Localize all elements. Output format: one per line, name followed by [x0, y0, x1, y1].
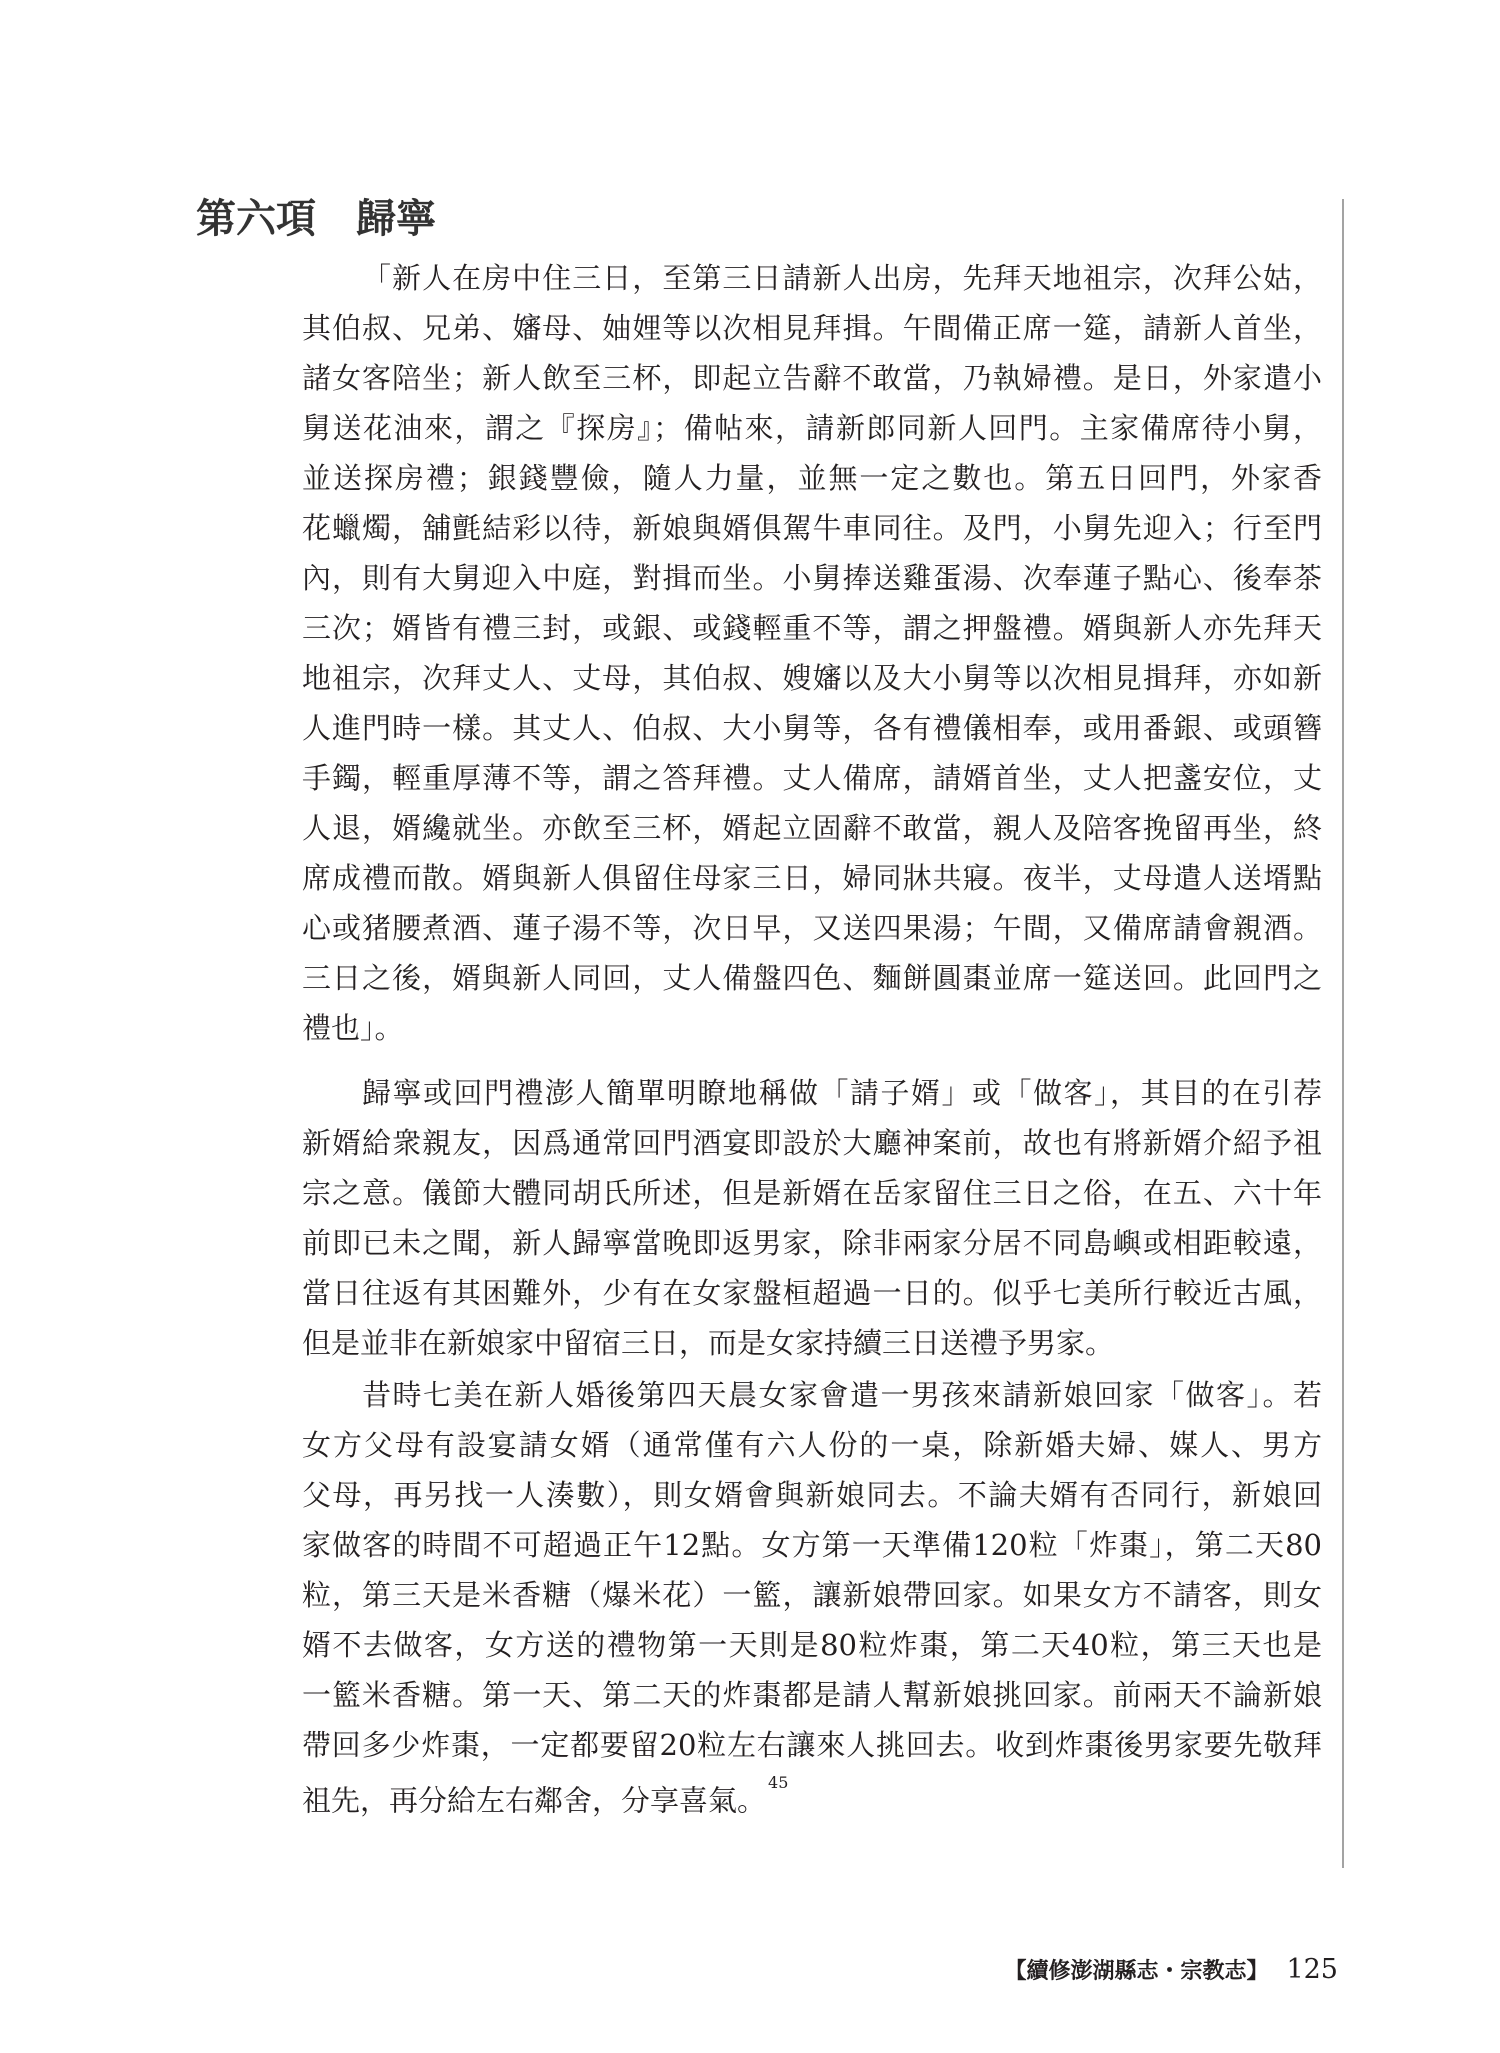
page-footer: [1004, 1952, 1338, 1988]
text-line: 父母，再另找一人湊數），則女婿會與新娘同去。不論夫婿有否同行，新娘回: [302, 1478, 1322, 1512]
text-line-with-footnote: [302, 1770, 1322, 1820]
text-line: 內，則有大舅迎入中庭，對揖而坐。小舅捧送雞蛋湯、次奉蓮子點心、後奉茶: [302, 561, 1322, 595]
text-line: 家做客的時間不可超過正午12點。女方第一天準備120粒「炸棗」，第二天80: [302, 1528, 1322, 1562]
text-line: 地祖宗，次拜丈人、丈母，其伯叔、嫂嬸以及大小舅等以次相見揖拜，亦如新: [302, 661, 1322, 695]
text-line: 新婿給衆親友，因爲通常回門酒宴即設於大廳神案前，故也有將新婿介紹予祖: [302, 1126, 1322, 1160]
text-line: 其伯叔、兄弟、嬸母、妯娌等以次相見拜揖。午間備正席一筵，請新人首坐，: [302, 311, 1322, 345]
footnote-marker: 45: [768, 1773, 789, 1792]
margin-rule: [1342, 199, 1344, 1868]
text-line: 三次；婿皆有禮三封，或銀、或錢輕重不等，謂之押盤禮。婿與新人亦先拜天: [302, 611, 1322, 645]
text-line: 一籃米香糖。第一天、第二天的炸棗都是請人幫新娘挑回家。前兩天不論新娘: [302, 1678, 1322, 1712]
text-line: 花蠟燭，舖氈結彩以待，新娘與婿俱駕牛車同往。及門，小舅先迎入；行至門: [302, 511, 1322, 545]
text-line: 並送探房禮；銀錢豐儉，隨人力量，並無一定之數也。第五日回門，外家香: [302, 461, 1322, 495]
paragraph: [302, 1370, 1322, 1820]
text-line: 諸女客陪坐；新人飲至三杯，即起立告辭不敢當，乃執婦禮。是日，外家遣小: [302, 361, 1322, 395]
text-line: 女方父母有設宴請女婿（通常僅有六人份的一桌，除新婚夫婦、媒人、男方: [302, 1428, 1322, 1462]
text-line: 歸寧或回門禮澎人簡單明瞭地稱做「請子婿」或「做客」，其目的在引荐: [362, 1076, 1322, 1110]
text-line: 昔時七美在新人婚後第四天晨女家會遣一男孩來請新娘回家「做客」。若: [362, 1378, 1322, 1412]
text-line: 人進門時一樣。其丈人、伯叔、大小舅等，各有禮儀相奉，或用番銀、或頭簪: [302, 711, 1322, 745]
text-line: 「新人在房中住三日，至第三日請新人出房，先拜天地祖宗，次拜公姑，: [362, 261, 1322, 295]
text-line: 婿不去做客，女方送的禮物第一天則是80粒炸棗，第二天40粒，第三天也是: [302, 1628, 1322, 1662]
text-line: 但是並非在新娘家中留宿三日，而是女家持續三日送禮予男家。: [302, 1326, 1115, 1360]
text-line: 當日往返有其困難外，少有在女家盤桓超過一日的。似乎七美所行較近古風，: [302, 1276, 1322, 1310]
text-line: 人退，婿纔就坐。亦飲至三杯，婿起立固辭不敢當，親人及陪客挽留再坐，終: [302, 811, 1322, 845]
section-number: 第六項: [196, 196, 316, 242]
body-text: [302, 253, 1322, 1820]
text-line: 心或猪腰煮酒、蓮子湯不等，次日早，又送四果湯；午間，又備席請會親酒。: [302, 911, 1322, 945]
text-line: 前即已未之聞，新人歸寧當晚即返男家，除非兩家分居不同島嶼或相距較遠，: [302, 1226, 1322, 1260]
text-line: 祖先，再分給左右鄰舍，分享喜氣。: [302, 1783, 767, 1818]
text-line: 手鐲，輕重厚薄不等，謂之答拜禮。丈人備席，請婿首坐，丈人把盞安位，丈: [302, 761, 1322, 795]
text-line: 粒，第三天是米香糖（爆米花）一籃，讓新娘帶回家。如果女方不請客，則女: [302, 1578, 1322, 1612]
section-heading: [196, 196, 436, 242]
paragraph: [302, 253, 1322, 1053]
text-line: 席成禮而散。婿與新人俱留住母家三日，婦同牀共寢。夜半，丈母遣人送壻點: [302, 861, 1322, 895]
section-title: 歸寧: [356, 196, 436, 242]
text-line: 三日之後，婿與新人同回，丈人備盤四色、麵餅圓棗並席一筵送回。此回門之: [302, 961, 1322, 995]
footer-book-title: 【續修澎湖縣志・宗教志】: [1004, 1958, 1269, 1984]
text-line: 帶回多少炸棗，一定都要留20粒左右讓來人挑回去。收到炸棗後男家要先敬拜: [302, 1728, 1322, 1762]
text-line: 舅送花油來，謂之『探房』；備帖來，請新郎同新人回門。主家備席待小舅，: [302, 411, 1322, 445]
text-line: 禮也」。: [302, 1011, 404, 1045]
paragraph: [302, 1068, 1322, 1368]
page-number: 125: [1286, 1954, 1338, 1985]
text-line: 宗之意。儀節大體同胡氏所述，但是新婿在岳家留住三日之俗，在五、六十年: [302, 1176, 1322, 1210]
